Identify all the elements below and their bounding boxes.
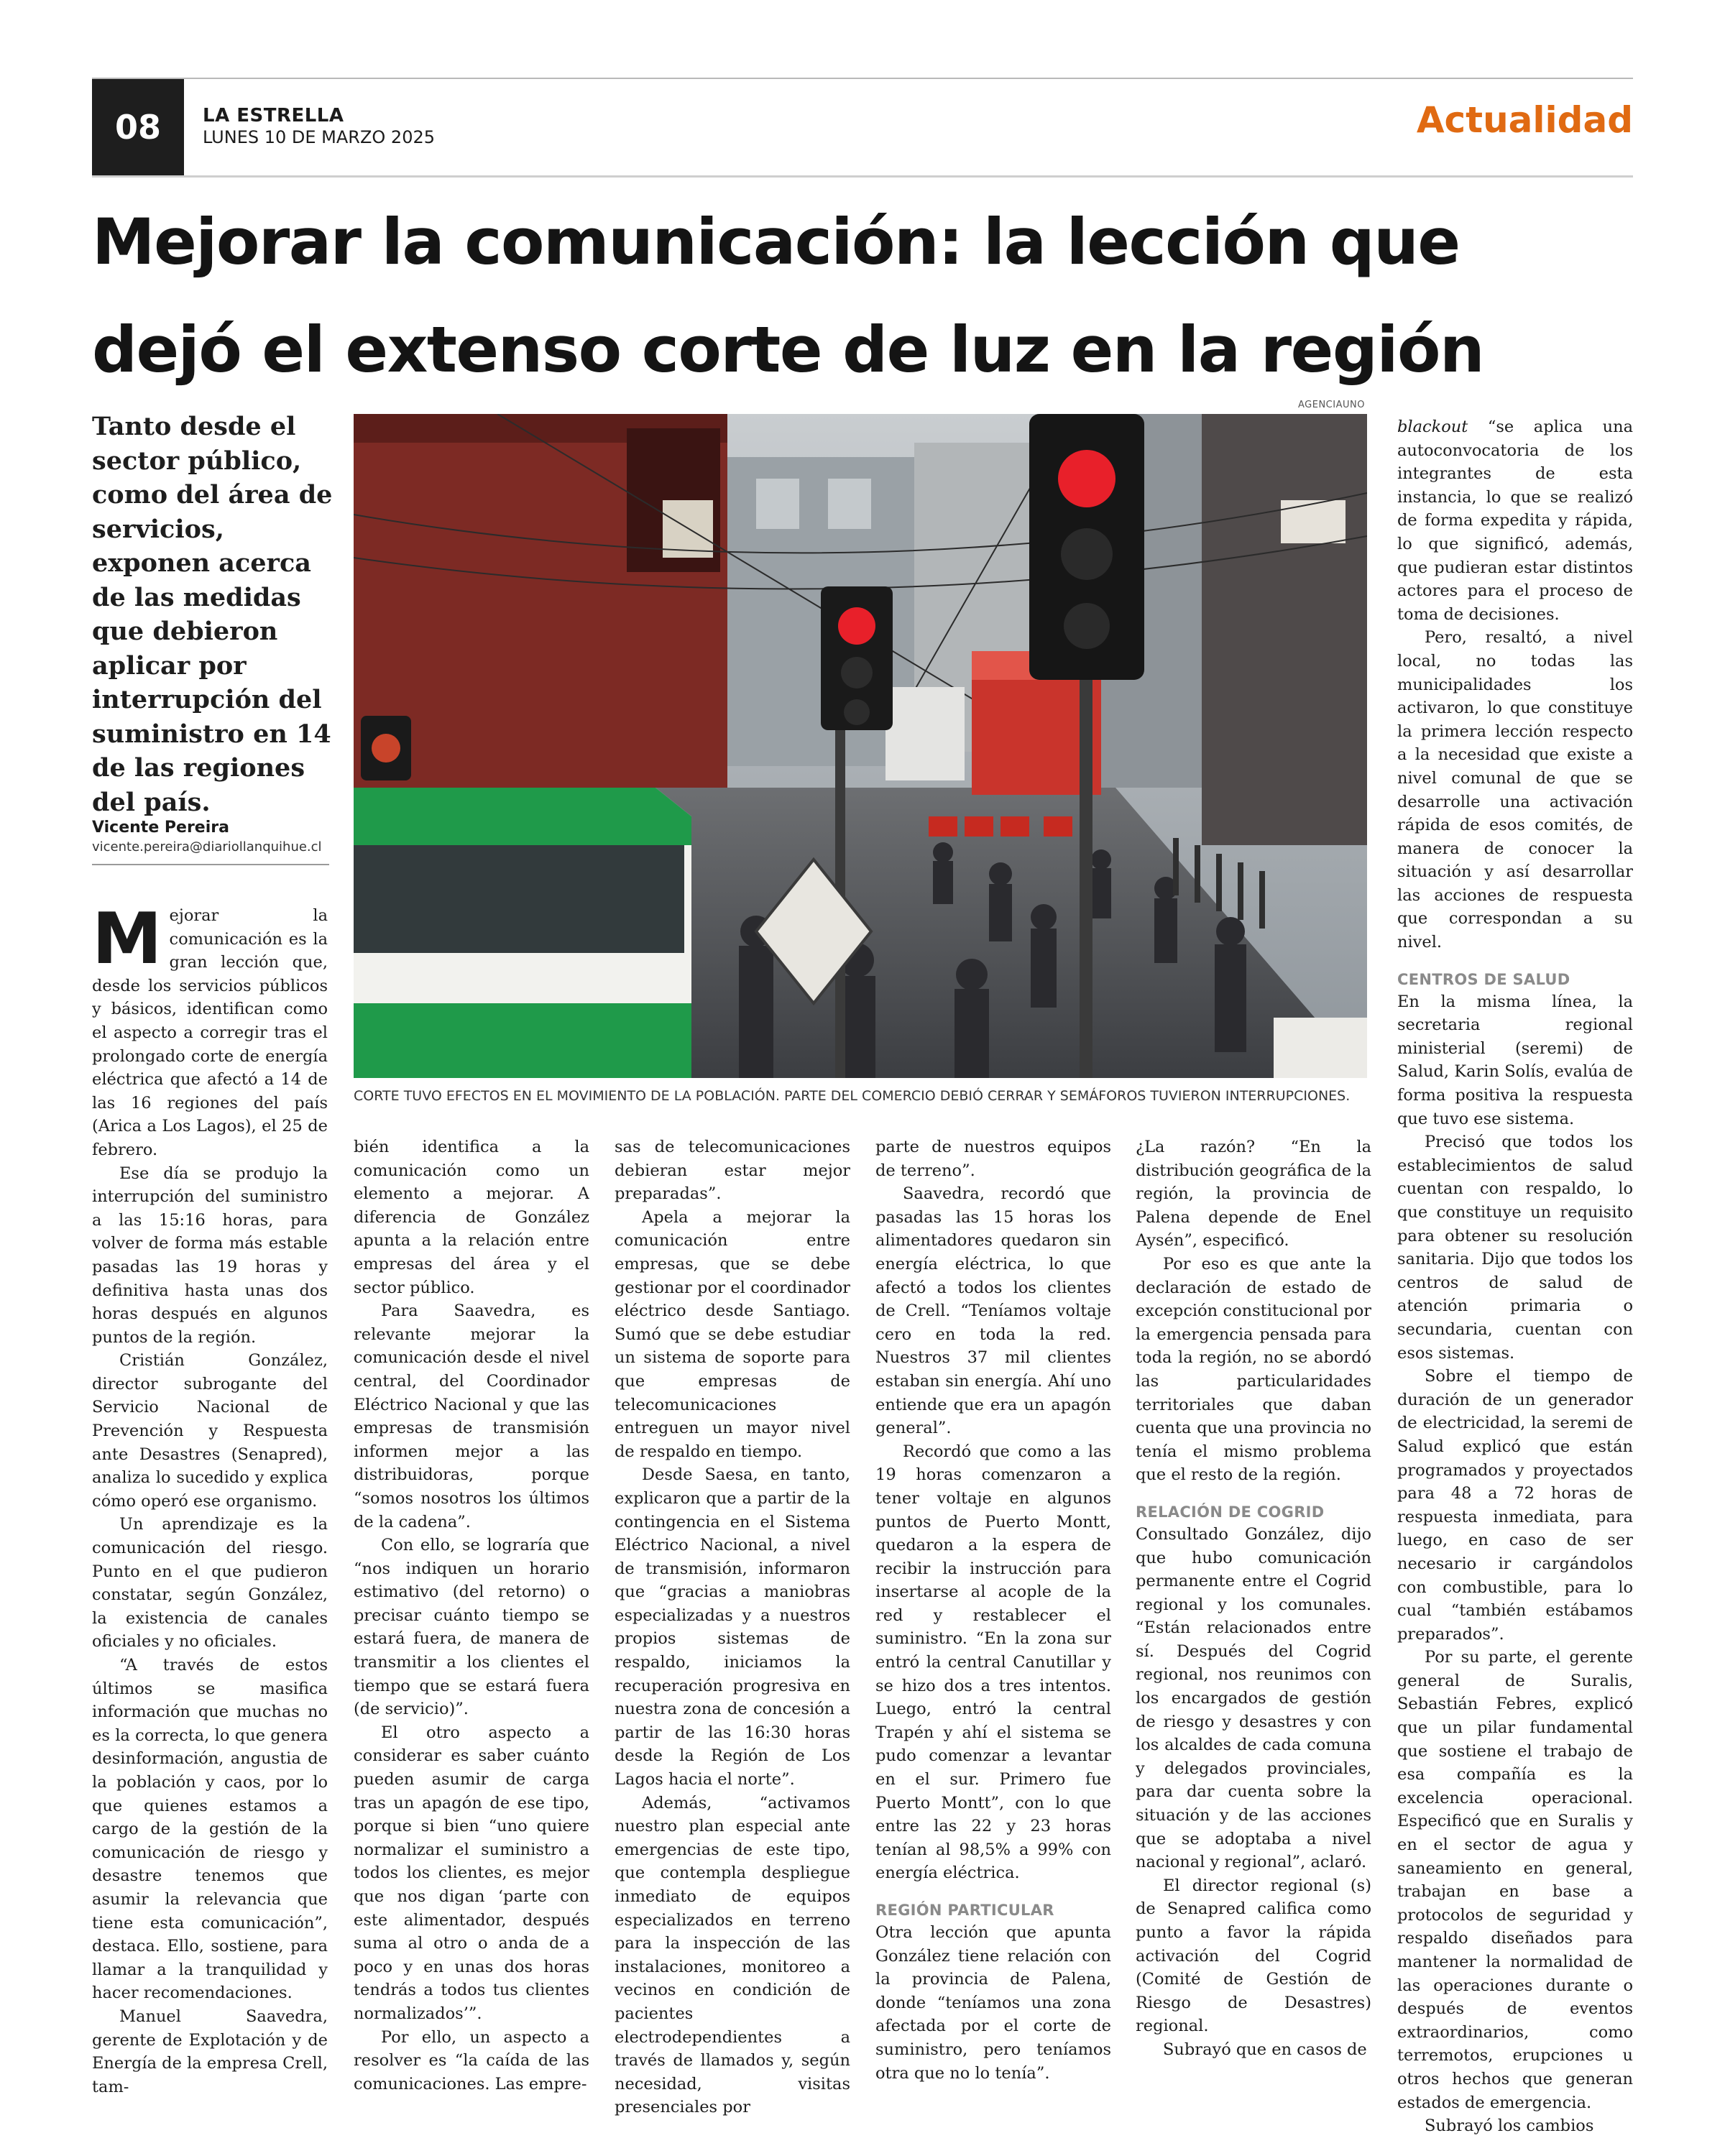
- article-column-2: [354, 1135, 589, 2134]
- paragraph: Manuel Saavedra, gerente de Explotación y de Energía de la empresa Crell, tam-: [92, 2007, 328, 2096]
- header-bottom-rule: [92, 175, 1633, 178]
- subhead-region-particular: REGIÓN PARTICULAR: [875, 1902, 1054, 1919]
- paragraph: En la misma línea, la secretaria regional ministerial (seremi) de Salud, Karin Solís, evalúa de forma positiva la respuesta que tuvo ese sistema.: [1397, 992, 1633, 1128]
- byline: [92, 818, 351, 865]
- paragraph: Subrayó que en casos de: [1163, 2040, 1367, 2059]
- drop-cap: M: [92, 904, 162, 980]
- paragraph: parte de nuestros equipos de terreno”.: [875, 1138, 1111, 1180]
- paragraph: Para Saavedra, es relevante mejorar la comunicación desde el nivel central, del Coordinador Eléctrico Nacional y que las empresas de transmisión informen mejor a las distribuidoras, porque “somos nosotros los últimos de la cadena”.: [354, 1302, 589, 1531]
- paragraph: Un aprendizaje es la comunicación del riesgo. Punto en el que pudieron constatar, según González, la existencia de canales oficiales y no oficiales.: [92, 1515, 328, 1651]
- article-column-1: [92, 904, 328, 2133]
- paragraph: Por ello, un aspecto a resolver es “la caída de las comunicaciones. Las empre-: [354, 2027, 589, 2093]
- paragraph: [1397, 415, 1633, 626]
- paragraph-text: “se aplica una autoconvocatoria de los integrantes de esta instancia, lo que se realizó de forma expedita y rápida, lo que significó, además, que pudieran estar distintos actores para el proceso de toma de decisiones.: [1397, 418, 1633, 624]
- paragraph: Por su parte, el gerente general de Suralis, Sebastián Febres, explicó que un pilar fundamental que sostiene el trabajo de esa compañía es la excelencia operacional. Especificó que en Suralis y en el sector de agua y saneamiento en general, trabajan en base a protocolos de seguridad y respaldo diseñados para mantener la normalidad de las operaciones durante o después de eventos extraordinarios, como terremotos, erupciones u otros hechos que generan estados de emergencia.: [1397, 1648, 1633, 2112]
- photo-credit: AGENCIAUNO: [1298, 400, 1365, 410]
- paper-name: LA ESTRELLA: [203, 105, 344, 126]
- page-number: 08: [92, 79, 184, 175]
- article-column-6: [1397, 415, 1633, 2134]
- street-photo: [354, 414, 1367, 1078]
- paragraph: Precisó que todos los establecimientos de salud cuentan con respaldo, lo que constituye un requisito para obtener su resolución sanitaria. Dijo que todos los centros de salud de atención primaria o secundaria, cuentan con esos sistemas.: [1397, 1133, 1633, 1363]
- photo-caption: CORTE TUVO EFECTOS EN EL MOVIMIENTO DE LA POBLACIÓN. PARTE DEL COMERCIO DEBIÓ CERRAR Y SEMÁFOROS TUVIERON INTERRUPCIONES.: [354, 1088, 1351, 1104]
- headline-line-2: dejó el extenso corte de luz en la región: [92, 313, 1484, 387]
- paragraph: Cristián González, director subrogante del Servicio Nacional de Prevención y Respuesta ante Desastres (Senapred), analiza lo sucedido y explica cómo operó ese organismo.: [92, 1351, 328, 1511]
- paragraph: Recordó que como a las 19 horas comenzaron a tener voltaje en algunos puntos de Puerto Montt, quedaron a la espera de recibir la instrucción para insertarse al acople de la red y restablecer el suministro. “En la zona sur entró la central Canutillar y se hizo dos a tres intentos. Luego, entró la central Trapén y ahí el sistema se pudo comenzar a levantar en el sur. Primero fue Puerto Montt”, con lo que entre las 22 y 23 horas tenían al 98,5% a 99% con energía eléctrica.: [875, 1442, 1111, 1883]
- article-column-3: [615, 1135, 850, 2134]
- masthead: [203, 105, 435, 148]
- paragraph: ejorar la comunicación es la gran lección que, desde los servicios públicos y básicos, identifican como el aspecto a corregir tras el prolongado corte de energía eléctrica que afectó a 14 de las 16 regiones del país (Arica a Los Lagos), el 25 de febrero.: [92, 906, 328, 1159]
- header-top-rule: [92, 78, 1633, 79]
- italic-word: blackout: [1397, 418, 1468, 436]
- headline: [92, 188, 1644, 404]
- paragraph: Consultado González, dijo que hubo comunicación permanente entre el Cogrid regional y los comunales. “Están relacionados entre sí. Después del Cogrid regional, nos reunimos con los encargados de gestión de riesgo y desastres y con los alcaldes de cada comuna y delegados provinciales, para dar cuenta sobre la situación y de las acciones que se adoptaba a nivel nacional y regional”, aclaró.: [1136, 1524, 1371, 1872]
- subhead-relacion-cogrid: RELACIÓN DE COGRID: [1136, 1503, 1325, 1521]
- paragraph: Pero, resaltó, a nivel local, no todas las municipalidades los activaron, lo que constituye la primera lección respecto a la necesidad que existe a nivel comunal de que se desarrolle una activación rápida de esos comités, de manera de conocer la situación y así desarrollar las acciones de respuesta que correspondan a su nivel.: [1397, 628, 1633, 952]
- paragraph: Desde Saesa, en tanto, explicaron que a partir de la contingencia en el Sistema Eléctrico Nacional, a nivel de transmisión, informaron que “gracias a maniobras especializadas y a nuestros propios sistemas de respaldo, iniciamos la recuperación progresiva en nuestra zona de concesión a partir de las 16:30 horas desde la Región de Los Lagos hacia el norte”.: [615, 1465, 850, 1789]
- paragraph: Apela a mejorar la comunicación entre empresas, que se debe gestionar por el coordinador eléctrico desde Santiago. Sumó que se debe estudiar un sistema de soporte para que empresas de telecomunicaciones entreguen un mayor nivel de respaldo en tiempo.: [615, 1207, 850, 1461]
- paragraph: “A través de estos últimos se masifica información que muchas no es la correcta, lo que genera desinformación, angustia de la población y caos, por lo que quienes estamos a cargo de la gestión de la comunicación de riesgo y desastre tenemos que asumir la relevancia que tiene esta comunicación”, destaca. Ello, sostiene, para llamar a la tranquilidad y hacer recomendaciones.: [92, 1656, 328, 2003]
- paragraph: Con ello, se lograría que “nos indiquen un horario estimativo (del retorno) o precisar cuánto tiempo se estará fuera, de manera de transmitir a los clientes el tiempo que se estará fuera (de servicio)”.: [354, 1536, 589, 1719]
- paragraph: Subrayó los cambios: [1425, 2116, 1594, 2134]
- article-column-5: [1136, 1135, 1371, 2134]
- author-email: vicente.pereira@diariollanquihue.cl: [92, 839, 322, 854]
- paragraph: sas de telecomunicaciones debieran estar mejor preparadas”.: [615, 1138, 850, 1204]
- paragraph: Por eso es que ante la declaración de estado de excepción constitucional por la emergencia pensada para toda la región, no se abordó las particularidades territoriales que daban cuenta que una provincia no tenía el mismo problema que el resto de la región.: [1136, 1254, 1371, 1485]
- article-column-4: [875, 1135, 1111, 2134]
- paragraph: Ese día se produjo la interrupción del suministro a las 15:16 horas, para volver de forma más estable pasadas las 19 horas y definitiva hasta unas dos horas después en algunos puntos de la región.: [92, 1164, 328, 1347]
- paragraph: El director regional (s) de Senapred califica como punto a favor la rápida activación del Cogrid (Comité de Gestión de Riesgo de Desastres) regional.: [1136, 1876, 1371, 2036]
- section-label: Actualidad: [1416, 99, 1633, 141]
- byline-rule: [92, 864, 329, 865]
- issue-date: LUNES 10 DE MARZO 2025: [203, 127, 436, 147]
- lead-paragraph: Tanto desde el sector público, como del área de servicios, exponen acerca de las medidas que debieron aplicar por interrupción del suministro en 14 de las regiones del país.: [92, 412, 333, 817]
- paragraph: Saavedra, recordó que pasadas las 15 horas los alimentadores quedaron sin energía eléctrica, lo que afectó a todos los clientes de Crell. “Teníamos voltaje cero en toda la red. Nuestros 37 mil clientes estaban sin energía. Ahí uno entiende que era un apagón general”.: [875, 1184, 1111, 1438]
- author-name: Vicente Pereira: [92, 819, 229, 837]
- subhead-centros-salud: CENTROS DE SALUD: [1397, 970, 1570, 988]
- paragraph: Sobre el tiempo de duración de un generador de electricidad, la seremi de Salud explicó que están programados y proyectados para 48 a 72 horas de respuesta inmediata, para luego, en caso de ser necesario ir cargándolos con combustible, para lo cual “también estábamos preparados”.: [1397, 1367, 1633, 1644]
- paragraph: El otro aspecto a considerar es saber cuánto pueden asumir de carga tras un apagón de ese tipo, porque si bien “uno quiere normalizar el suministro a todos los clientes, es mejor que nos digan ‘parte con este alimentador, después suma al otro o anda de a poco y en unas dos horas tendrás a todos tus clientes normalizados’”.: [354, 1723, 589, 2023]
- paragraph: ¿La razón? “En la distribución geográfica de la región, la provincia de Palena depende de Enel Aysén”, especificó.: [1136, 1138, 1371, 1250]
- paragraph: bién identifica a la comunicación como un elemento a mejorar. A diferencia de González apunta a la relación entre empresas del área y el sector público.: [354, 1138, 589, 1297]
- paragraph: Además, “activamos nuestro plan especial ante emergencias de este tipo, que contempla despliegue inmediato de equipos especializados en terreno para la inspección de las instalaciones, monitoreo a vecinos en condición de pacientes electrodependientes a través de llamados y, según necesidad, visitas presenciales por: [615, 1793, 850, 2117]
- paragraph: Otra lección que apunta González tiene relación con la provincia de Palena, donde “teníamos una zona afectada por el corte de suministro, pero teníamos otra que no lo tenía”.: [875, 1923, 1111, 2083]
- street-scene-illustration: [354, 414, 1367, 1078]
- headline-line-1: Mejorar la comunicación: la lección que: [92, 205, 1460, 279]
